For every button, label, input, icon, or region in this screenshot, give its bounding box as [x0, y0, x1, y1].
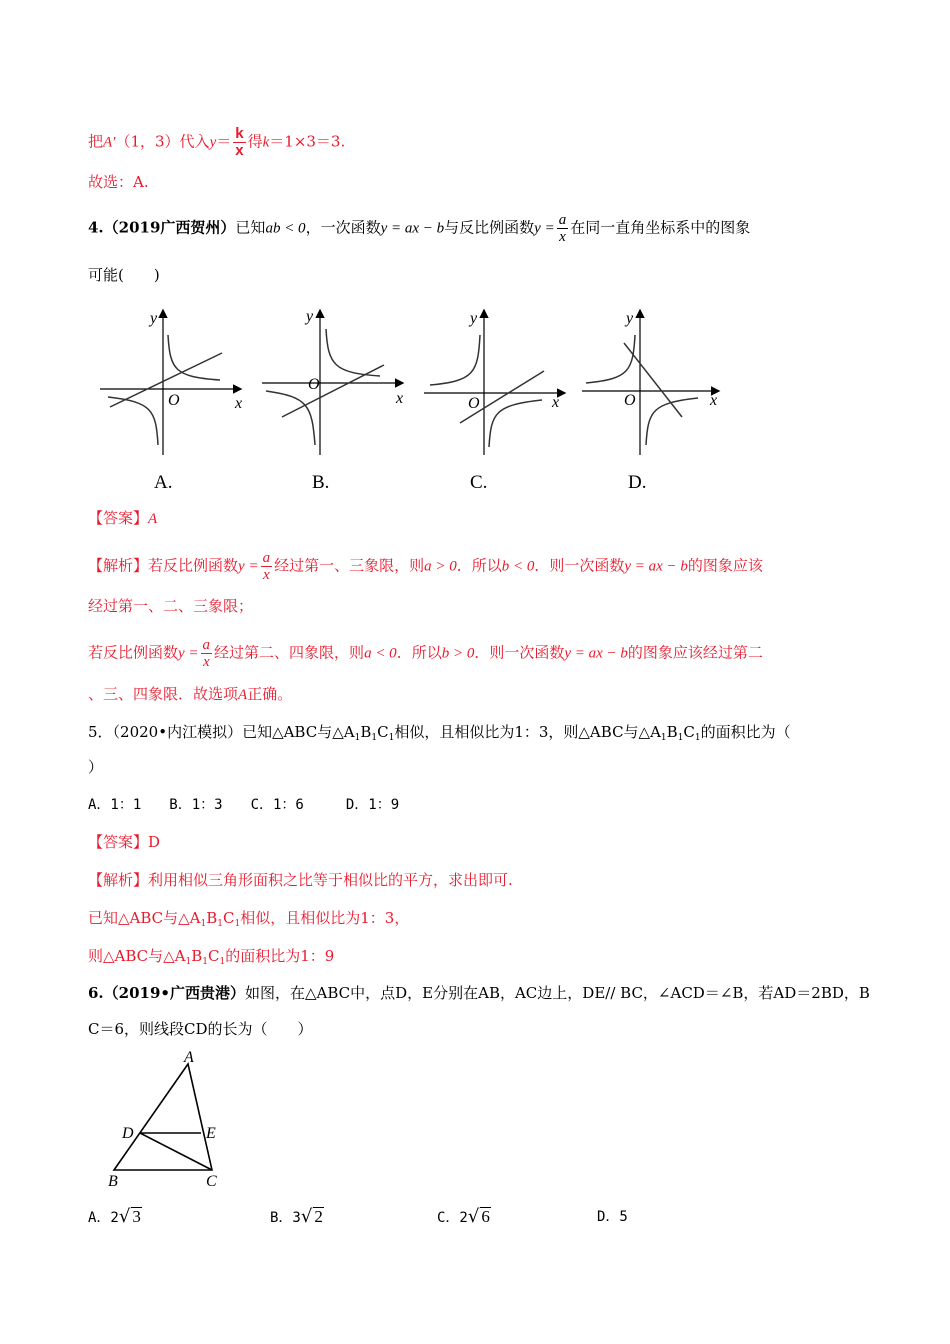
x-axis-label: x: [710, 392, 718, 409]
q4-analysis-4: [88, 684, 292, 705]
text: 相似，且相似比为1：3，: [240, 909, 410, 927]
denominator: x: [235, 142, 244, 159]
y-axis-label: y: [470, 310, 478, 327]
answer-tag: 【答案】: [88, 833, 149, 851]
q5-analysis-1: [88, 870, 513, 890]
text: a < 0: [364, 645, 397, 662]
text: y =: [238, 558, 259, 575]
text: A′: [103, 134, 116, 151]
subscript: 1: [371, 733, 378, 743]
text: 得: [247, 132, 263, 151]
radicand: 3: [132, 1207, 141, 1226]
fraction-a-over-x: [261, 550, 273, 583]
q5-analysis-2: [88, 908, 409, 934]
text: b < 0: [501, 558, 535, 575]
x-axis-label: x: [552, 394, 560, 411]
q6-option-a: [88, 1206, 142, 1227]
text: y = ax − b: [380, 220, 445, 237]
text: 已知: [235, 218, 266, 237]
text: 在同一直角坐标系中的图象: [570, 218, 751, 237]
y-axis-label: y: [626, 310, 634, 327]
text: B．3: [270, 1210, 301, 1226]
text: 经过第二、四象限，则: [214, 643, 365, 662]
choice-label-b: B.: [312, 472, 330, 493]
subscript: 1: [694, 733, 701, 743]
text: 已知△ABC与△A: [88, 909, 201, 927]
question-6-stem-cont: C＝6，则线段CD的长为（ ）: [88, 1020, 313, 1038]
vertex-e-label: E: [206, 1125, 216, 1142]
question-number: 6.（2019•广西贵港）: [88, 984, 245, 1002]
origin-label: O: [468, 395, 480, 412]
text: B: [666, 723, 678, 741]
q5-answer: [88, 832, 160, 852]
vertex-d-label: D: [122, 1125, 134, 1142]
graph-option-a: [100, 305, 248, 465]
numerator: a: [262, 550, 271, 566]
graph-option-d: [582, 305, 730, 465]
vertex-c-label: C: [206, 1173, 217, 1190]
fraction-k-over-x: [233, 126, 245, 159]
question-6-stem: [88, 983, 870, 1003]
denominator: x: [202, 654, 210, 670]
q4-analysis-3: [88, 637, 763, 670]
text: A: [238, 687, 248, 703]
q5-analysis-3: [88, 946, 334, 972]
subscript: 1: [234, 919, 241, 929]
q6-option-d: D．5: [597, 1209, 628, 1225]
radical-sign: √: [300, 1206, 313, 1227]
q4-analysis-1: [88, 550, 763, 583]
text: 、三、四象限．故选项: [88, 685, 239, 703]
analysis-tag: 【解析】: [88, 556, 149, 575]
question-5-close: ）: [88, 758, 104, 776]
text: ．所以: [456, 556, 502, 575]
answer-value: A: [148, 511, 158, 527]
subscript: 1: [202, 957, 209, 967]
denominator: x: [262, 567, 270, 583]
text: C．2: [437, 1210, 468, 1226]
subscript: 1: [660, 733, 667, 743]
text: 若反比例函数: [148, 556, 239, 575]
choice-label-d: D.: [628, 472, 647, 493]
text: 的图象应该经过第二: [627, 643, 763, 662]
text: 的面积比为（: [700, 723, 791, 741]
text: 则△ABC与△A: [88, 947, 186, 965]
answer-value: D: [148, 833, 161, 851]
answer-tag: 【答案】: [88, 509, 149, 527]
numerator: a: [558, 212, 567, 228]
text: 如图，在△ABC中，点D，E分别在AB，AC边上，DE// BC，∠ACD＝∠B，若AD＝2BD，B: [245, 984, 870, 1002]
text: 相似，且相似比为1：3，则△ABC与△A: [394, 723, 661, 741]
text: ＝: [216, 132, 232, 151]
x-axis-label: x: [396, 390, 404, 407]
radicand: 2: [314, 1207, 323, 1226]
text: 正确。: [247, 685, 293, 703]
numerator: a: [202, 637, 211, 653]
graph-option-c: [424, 305, 572, 465]
subscript: 1: [217, 919, 224, 929]
subscript: 1: [354, 733, 361, 743]
q6-option-c: [437, 1206, 491, 1227]
text: y = ax − b: [564, 645, 628, 662]
text: B: [360, 723, 372, 741]
y-axis-label: y: [306, 308, 314, 325]
text: 的图象应该: [687, 556, 763, 575]
question-5-stem: [88, 722, 791, 748]
text: 的面积比为1：9: [225, 947, 335, 965]
text: 利用相似三角形面积之比等于相似比的平方，求出即可.: [148, 871, 513, 889]
text: ，一次函数: [305, 218, 381, 237]
subscript: 1: [677, 733, 684, 743]
text: 把: [88, 132, 104, 151]
text: k: [262, 134, 270, 151]
text: C: [377, 723, 389, 741]
text: 与反比例函数: [444, 218, 535, 237]
origin-label: O: [624, 392, 636, 409]
text: ．所以: [396, 643, 442, 662]
text: y =: [534, 220, 555, 237]
radical-sign: √: [118, 1206, 131, 1227]
text: ab < 0: [265, 220, 306, 237]
q4-answer: [88, 508, 157, 529]
vertex-b-label: B: [108, 1173, 118, 1190]
text: y = ax − b: [624, 558, 688, 575]
text: B: [206, 909, 218, 927]
q6-option-b: [270, 1206, 324, 1227]
question-4-stem: [88, 212, 750, 245]
text: ．则一次函数: [474, 643, 565, 662]
radical-sign: √: [467, 1206, 480, 1227]
question-number: 4.（2019广西贺州）: [88, 218, 236, 237]
text: y: [209, 134, 217, 151]
text: C: [223, 909, 235, 927]
text: b > 0: [441, 645, 475, 662]
text: C: [208, 947, 220, 965]
y-axis-label: y: [150, 310, 158, 327]
question-5-options: A．1：1 B．1：3 C．1：6 D．1：9: [88, 797, 400, 813]
text: 经过第一、三象限，则: [274, 556, 425, 575]
subscript: 1: [185, 957, 192, 967]
answer-choice-line: 故选：A.: [88, 173, 149, 191]
choice-label-c: C.: [470, 472, 488, 493]
text: ．则一次函数: [534, 556, 625, 575]
text: 5．（2020•内江模拟）已知△ABC与△A: [88, 723, 355, 741]
radicand: 6: [481, 1207, 490, 1226]
text: B: [191, 947, 203, 965]
analysis-tag: 【解析】: [88, 871, 149, 889]
text: a > 0: [424, 558, 457, 575]
choice-label-a: A.: [154, 472, 173, 493]
origin-label: O: [308, 376, 320, 393]
graph-option-b: [262, 305, 410, 465]
text: ＝1×3＝3.: [269, 132, 346, 151]
fraction-a-over-x: [201, 637, 213, 670]
triangle-figure: [102, 1048, 232, 1190]
subscript: 1: [219, 957, 226, 967]
origin-label: O: [168, 392, 180, 409]
fraction-a-over-x: [557, 212, 569, 245]
text: 若反比例函数: [88, 643, 179, 662]
answer-substitution-line: [88, 126, 345, 159]
x-axis-label: x: [235, 395, 243, 412]
numerator: k: [235, 125, 244, 142]
subscript: 1: [200, 919, 207, 929]
subscript: 1: [388, 733, 395, 743]
text: A．2: [88, 1210, 119, 1226]
q4-analysis-2: 经过第一、二、三象限；: [88, 597, 254, 615]
text: （1，3）代入: [115, 132, 210, 151]
text: C: [683, 723, 695, 741]
text: y =: [178, 645, 199, 662]
vertex-a-label: A: [184, 1049, 194, 1066]
denominator: x: [559, 229, 566, 245]
question-4-stem-cont: 可能( ): [88, 266, 160, 284]
